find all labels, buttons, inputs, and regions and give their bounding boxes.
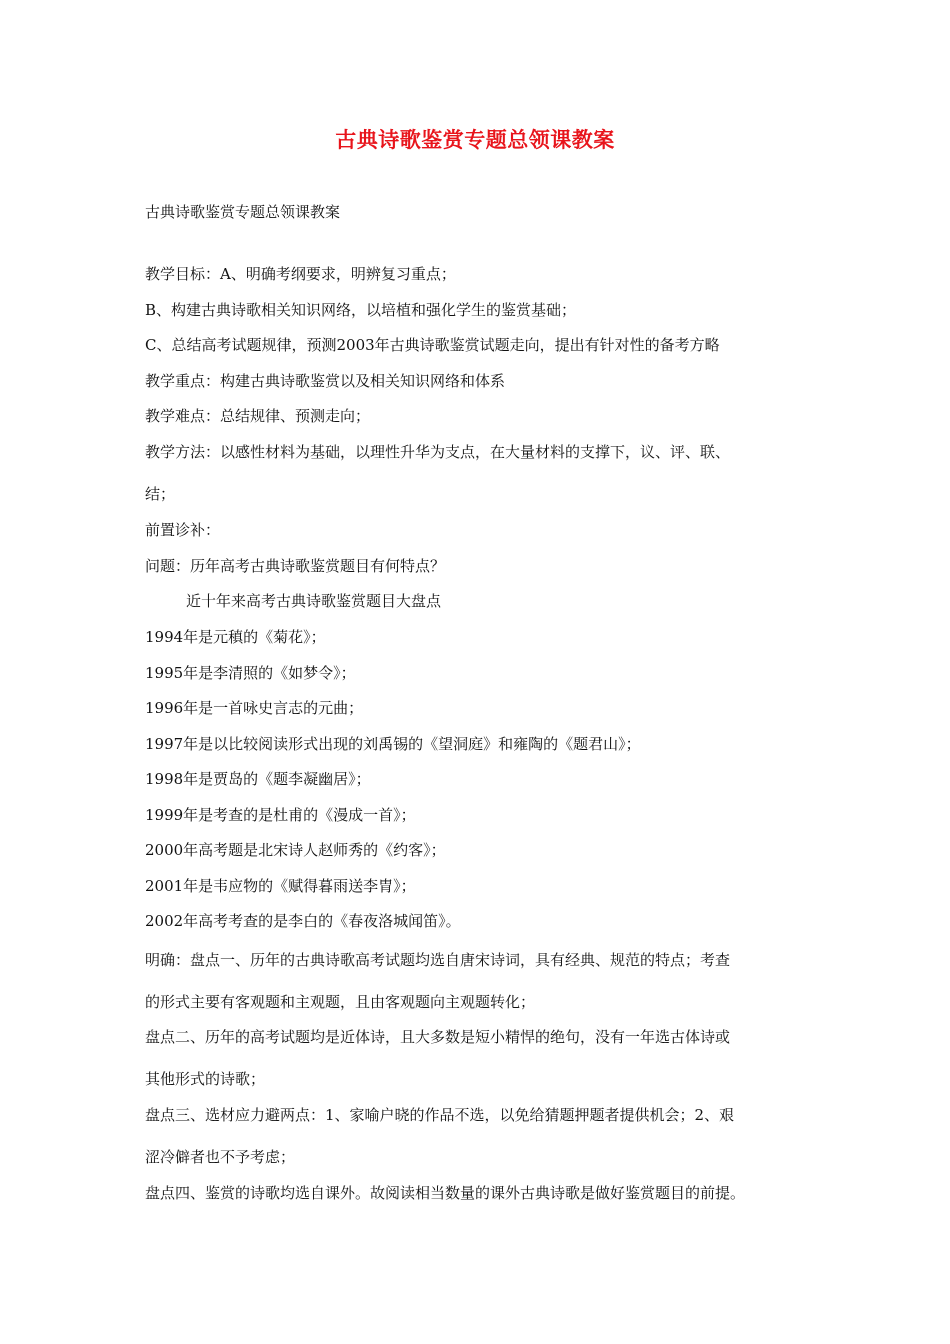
inventory-point-1: 明确：盘点一、历年的古典诗歌高考试题均选自唐宋诗词，具有经典、规范的特点；考查 — [145, 951, 731, 969]
teaching-method-cont: 结； — [145, 485, 176, 503]
teaching-goal-a: 教学目标：A、明确考纲要求，明辨复习重点； — [145, 265, 456, 283]
list-item: 2002年高考考查的是李白的《春夜洛城闻笛》。 — [145, 912, 461, 930]
teaching-goal-b: B、构建古典诗歌相关知识网络，以培植和强化学生的鉴赏基础； — [145, 301, 577, 319]
question-line: 问题：历年高考古典诗歌鉴赏题目有何特点？ — [145, 557, 446, 575]
inventory-point-2: 盘点二、历年的高考试题均是近体诗，且大多数是短小精悍的绝句，没有一年选古体诗或 — [145, 1028, 731, 1046]
teaching-difficulty: 教学难点：总结规律、预测走向； — [145, 407, 371, 425]
inventory-point-3: 盘点三、选材应力避两点：1、家喻户晓的作品不选，以免给猜题押题者提供机会；2、艰 — [145, 1106, 735, 1124]
inventory-point-4: 盘点四、鉴赏的诗歌均选自课外。故阅读相当数量的课外古典诗歌是做好鉴赏题目的前提。 — [145, 1184, 746, 1202]
list-item: 1998年是贾岛的《题李凝幽居》； — [145, 770, 371, 788]
teaching-method: 教学方法：以感性材料为基础，以理性升华为支点，在大量材料的支撑下，议、评、联、 — [145, 443, 731, 461]
teaching-focus: 教学重点：构建古典诗歌鉴赏以及相关知识网络和体系 — [145, 372, 506, 390]
list-item: 1999年是考查的是杜甫的《漫成一首》； — [145, 806, 416, 824]
list-item: 1995年是李清照的《如梦令》； — [145, 664, 356, 682]
list-item: 1996年是一首咏史言志的元曲； — [145, 699, 364, 717]
inventory-heading: 近十年来高考古典诗歌鉴赏题目大盘点 — [186, 592, 442, 610]
list-item: 2001年是韦应物的《赋得暮雨送李胄》； — [145, 877, 416, 895]
pre-diagnosis: 前置诊补： — [145, 521, 221, 539]
list-item: 2000年高考题是北宋诗人赵师秀的《约客》； — [145, 841, 446, 859]
list-item: 1997年是以比较阅读形式出现的刘禹锡的《望洞庭》和雍陶的《题君山》； — [145, 735, 641, 753]
teaching-goal-c: C、总结高考试题规律，预测2003年古典诗歌鉴赏试题走向，提出有针对性的备考方略 — [145, 336, 720, 354]
inventory-point-1-cont: 的形式主要有客观题和主观题，且由客观题向主观题转化； — [145, 993, 536, 1011]
list-item: 1994年是元稹的《菊花》； — [145, 628, 326, 646]
document-title: 古典诗歌鉴赏专题总领课教案 — [335, 127, 615, 152]
inventory-point-3-cont: 涩冷僻者也不予考虑； — [145, 1148, 296, 1166]
subtitle-line: 古典诗歌鉴赏专题总领课教案 — [145, 203, 341, 221]
inventory-point-2-cont: 其他形式的诗歌； — [145, 1070, 266, 1088]
